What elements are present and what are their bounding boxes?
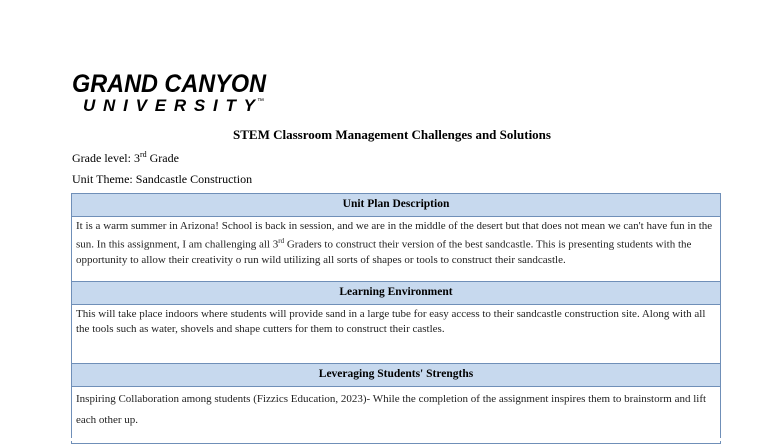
- description-part2: Graders to construct their version of the best sandcastle. This is presenting students with the opportunity to allow their creativity o run wild utilizing all sorts of shapes or tools to construct their sandcastle.: [76, 238, 692, 266]
- leveraging-strengths-text[interactable]: Inspiring Collaboration among students (Fizzics Education, 2023)- While the completion of the assignment inspires them to brainstorm and lift each other up.: [72, 387, 721, 444]
- table-row: [72, 387, 721, 444]
- table-header-row: [72, 282, 721, 305]
- description-part1: It is a warm summer in Arizona! School is back in session, and we are in the middle of the desert but that does not mean we can't have fun in the sun. In this assignment, I am challenging all 3: [76, 220, 713, 251]
- logo-line2: UNIVERSITY: [83, 96, 255, 114]
- unit-plan-table: [71, 193, 721, 444]
- unit-theme-line: [72, 172, 252, 186]
- unit-theme-value: Sandcastle Construction: [135, 172, 253, 186]
- grade-level-label: Grade level:: [72, 151, 131, 165]
- unit-theme-label: Unit Theme:: [72, 172, 133, 186]
- learning-environment-text[interactable]: This will take place indoors where students will provide sand in a large tube for easy access to their sandcastle construction site. Along with all the tools such as water, shovels and shape cutters for them to construct their castles.: [72, 305, 721, 364]
- table-row: [72, 217, 721, 282]
- document-title: STEM Classroom Management Challenges and Solutions: [233, 127, 551, 142]
- unit-plan-description-text[interactable]: [72, 217, 721, 282]
- gcu-logo: [72, 70, 268, 114]
- grade-level-word: Grade: [149, 151, 179, 165]
- grade-level-ordinal: rd: [139, 150, 147, 159]
- table-row: [72, 305, 721, 364]
- grade-level-number: 3: [133, 151, 140, 165]
- logo-line1: GRAND CANYON: [72, 70, 267, 98]
- table-header-row: [72, 194, 721, 217]
- section-header-unit-plan: Unit Plan Description: [72, 194, 721, 217]
- logo-trademark: ™: [257, 98, 264, 105]
- grade-level-line: [72, 151, 179, 165]
- section-header-strengths: Leveraging Students' Strengths: [72, 364, 721, 387]
- description-ordinal: rd: [278, 237, 285, 245]
- table-header-row: [72, 364, 721, 387]
- section-header-learning-environment: Learning Environment: [72, 282, 721, 305]
